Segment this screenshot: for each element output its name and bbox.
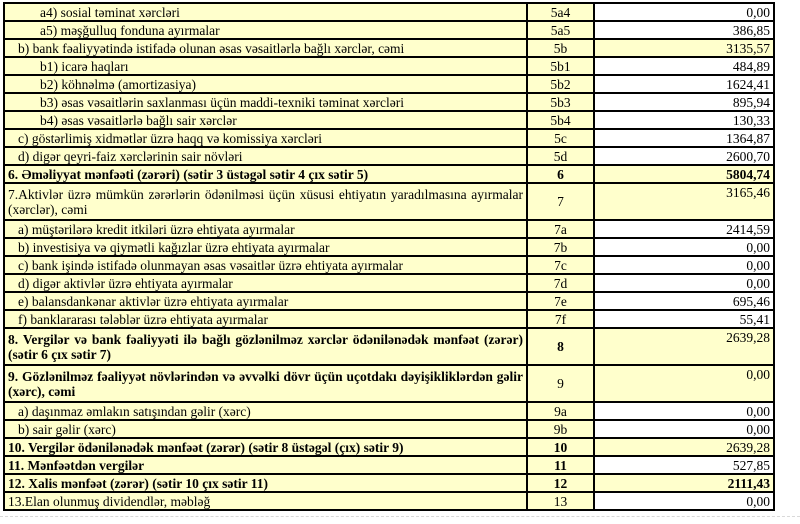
- row-label-cell: c) göstərlimiş xidmətlər üzrə haqq və komissiya xərcləri: [4, 129, 527, 147]
- row-value-cell: 527,85: [594, 456, 774, 474]
- row-value-cell: 2600,70: [594, 147, 774, 165]
- row-label-cell: 6. Əməliyyat mənfəəti (zərəri) (sətir 3 üstəgəl sətir 4 çıx sətir 5): [4, 165, 527, 183]
- row-code-cell: 5b3: [527, 93, 594, 111]
- row-label-cell: b) bank fəaliyyətində istifadə olunan əsas vəsaitlərlə bağlı xərclər, cəmi: [4, 39, 527, 57]
- row-label-cell: a) daşınmaz əmlakın satışından gəlir (xərc): [4, 402, 527, 420]
- row-code-cell: 5b4: [527, 111, 594, 129]
- row-label-cell: e) balansdankənar aktivlər üzrə ehtiyata ayırmalar: [4, 292, 527, 310]
- row-value-cell: 2111,43: [594, 474, 774, 492]
- row-code-cell: 5b2: [527, 75, 594, 93]
- row-value-cell: 55,41: [594, 310, 774, 328]
- table-row: [4, 438, 774, 456]
- row-value-cell: 0,00: [594, 256, 774, 274]
- row-label-cell: 7.Aktivlər üzrə mümkün zərərlərin ödənilməsi üçün xüsusi ehtiyatın yaradılmasına ayırmalar (xərclər), cəmi: [4, 183, 527, 220]
- row-value-cell: 0,00: [594, 238, 774, 256]
- row-label-cell: b1) icarə haqları: [4, 57, 527, 75]
- row-code-cell: 5d: [527, 147, 594, 165]
- table-row: [4, 328, 774, 365]
- row-value-cell: 3165,46: [594, 183, 774, 220]
- row-label-cell: c) bank işində istifadə olunmayan əsas vəsaitlər üzrə ehtiyata ayırmalar: [4, 256, 527, 274]
- table-row: [4, 256, 774, 274]
- row-value-cell: 0,00: [594, 402, 774, 420]
- row-code-cell: 5a5: [527, 21, 594, 39]
- row-code-cell: 9a: [527, 402, 594, 420]
- table-row: [4, 420, 774, 438]
- table-row: [4, 220, 774, 238]
- row-value-cell: 1364,87: [594, 129, 774, 147]
- row-code-cell: 7: [527, 183, 594, 220]
- row-label-cell: a4) sosial təminat xərcləri: [4, 3, 527, 21]
- row-value-cell: 2639,28: [594, 438, 774, 456]
- row-code-cell: 5c: [527, 129, 594, 147]
- row-code-cell: 7a: [527, 220, 594, 238]
- row-label-cell: 8. Vergilər və bank fəaliyyəti ilə bağlı gözlənilməz xərclər ödənilənədək mənfəət (zərər) (sətir 6 çıx sətir 7): [4, 328, 527, 365]
- table-row: [4, 21, 774, 39]
- row-code-cell: 7b: [527, 238, 594, 256]
- row-label-cell: b4) əsas vəsaitlərlə bağlı sair xərclər: [4, 111, 527, 129]
- table-row: [4, 75, 774, 93]
- row-code-cell: 7d: [527, 274, 594, 292]
- row-code-cell: 11: [527, 456, 594, 474]
- row-code-cell: 7f: [527, 310, 594, 328]
- page-break-divider: [0, 516, 800, 517]
- row-code-cell: 9b: [527, 420, 594, 438]
- table-row: [4, 292, 774, 310]
- row-value-cell: 2639,28: [594, 328, 774, 365]
- row-label-cell: 9. Gözlənilməz fəaliyyət növlərindən və əvvəlki dövr üçün uçotdakı dəyişikliklərdən gəlir (xərc), cəmi: [4, 365, 527, 402]
- row-value-cell: 0,00: [594, 492, 774, 510]
- row-value-cell: 386,85: [594, 21, 774, 39]
- table-row: [4, 474, 774, 492]
- row-code-cell: 5b: [527, 39, 594, 57]
- table-row: [4, 39, 774, 57]
- row-code-cell: 13: [527, 492, 594, 510]
- row-value-cell: 5804,74: [594, 165, 774, 183]
- row-label-cell: b) sair gəlir (xərc): [4, 420, 527, 438]
- row-label-cell: d) digər aktivlər üzrə ehtiyata ayırmalar: [4, 274, 527, 292]
- row-label-cell: a) müştərilərə kredit itkiləri üzrə ehtiyata ayırmalar: [4, 220, 527, 238]
- row-label-cell: b2) köhnəlmə (amortizasiya): [4, 75, 527, 93]
- row-label-cell: b3) əsas vəsaitlərin saxlanması üçün maddi-texniki təminat xərcləri: [4, 93, 527, 111]
- row-label-cell: d) digər qeyri-faiz xərclərinin sair növləri: [4, 147, 527, 165]
- table-row: [4, 183, 774, 220]
- row-code-cell: 9: [527, 365, 594, 402]
- table-row: [4, 147, 774, 165]
- row-label-cell: f) banklararası tələblər üzrə ehtiyata ayırmalar: [4, 310, 527, 328]
- row-code-cell: 5a4: [527, 3, 594, 21]
- table-row: [4, 238, 774, 256]
- row-label-cell: a5) məşğulluq fonduna ayırmalar: [4, 21, 527, 39]
- row-value-cell: 130,33: [594, 111, 774, 129]
- row-label-cell: 12. Xalis mənfəət (zərər) (sətir 10 çıx sətir 11): [4, 474, 527, 492]
- row-label-cell: 10. Vergilər ödənilənədək mənfəət (zərər) (sətir 8 üstəgəl (çıx) sətir 9): [4, 438, 527, 456]
- row-value-cell: 2414,59: [594, 220, 774, 238]
- row-value-cell: 1624,41: [594, 75, 774, 93]
- row-label-cell: 13.Elan olunmuş dividendlər, məbləğ: [4, 492, 527, 510]
- table-row: [4, 365, 774, 402]
- table-row: [4, 402, 774, 420]
- row-value-cell: 0,00: [594, 420, 774, 438]
- table-row: [4, 456, 774, 474]
- row-value-cell: 895,94: [594, 93, 774, 111]
- table-row: [4, 93, 774, 111]
- row-code-cell: 7e: [527, 292, 594, 310]
- table-row: [4, 492, 774, 510]
- table-row: [4, 310, 774, 328]
- row-value-cell: 0,00: [594, 3, 774, 21]
- table-row: [4, 129, 774, 147]
- row-code-cell: 6: [527, 165, 594, 183]
- table-row: [4, 111, 774, 129]
- row-label-cell: 11. Mənfəətdən vergilər: [4, 456, 527, 474]
- row-value-cell: 484,89: [594, 57, 774, 75]
- table-row: [4, 3, 774, 21]
- table-row: [4, 274, 774, 292]
- row-code-cell: 12: [527, 474, 594, 492]
- row-value-cell: 695,46: [594, 292, 774, 310]
- table-row: [4, 165, 774, 183]
- financial-report-table: [3, 2, 775, 511]
- row-label-cell: b) investisiya və qiymətli kağızlar üzrə ehtiyata ayırmalar: [4, 238, 527, 256]
- row-value-cell: 3135,57: [594, 39, 774, 57]
- row-code-cell: 7c: [527, 256, 594, 274]
- row-code-cell: 5b1: [527, 57, 594, 75]
- row-code-cell: 8: [527, 328, 594, 365]
- table-row: [4, 57, 774, 75]
- row-value-cell: 0,00: [594, 365, 774, 402]
- row-value-cell: 0,00: [594, 274, 774, 292]
- row-code-cell: 10: [527, 438, 594, 456]
